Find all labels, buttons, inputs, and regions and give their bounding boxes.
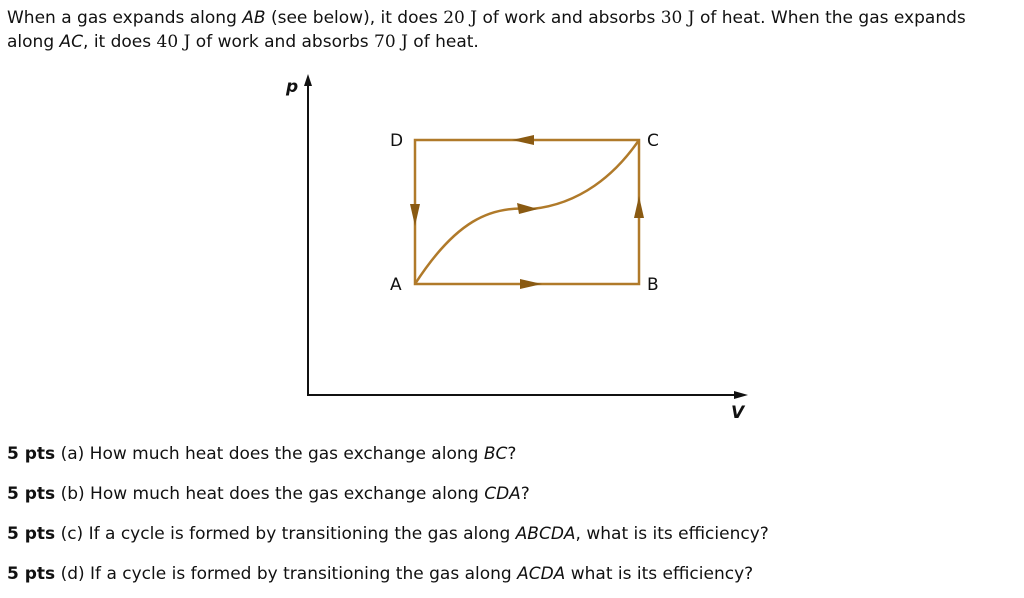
question-text: (a) How much heat does the gas exchange along (55, 444, 484, 464)
intro-text: When a gas expands along (7, 8, 243, 28)
ac-curve-path (415, 140, 639, 284)
question-points: 5 pts (7, 564, 56, 584)
intro-text: , it does (83, 32, 157, 52)
intro-text: (see below), it does (265, 8, 444, 28)
question-d (7, 563, 753, 585)
point-c-label: C (647, 131, 659, 151)
p-axis-label: p (286, 77, 299, 97)
ab-direction-arrow-icon (520, 279, 542, 289)
question-path: BC (483, 444, 508, 464)
point-d-label: D (390, 131, 404, 151)
question-text: ? (520, 484, 530, 504)
question-points: 5 pts (7, 444, 56, 464)
heat-ac-value: 70 J (374, 32, 408, 52)
intro-text: of work and absorbs (190, 32, 375, 52)
question-text: (d) If a cycle is formed by transitioning the gas along (55, 564, 518, 584)
question-path: ACDA (517, 564, 566, 584)
question-points: 5 pts (7, 484, 56, 504)
question-path: ABCDA (515, 524, 576, 544)
intro-text: of heat. When the gas expands along (7, 8, 966, 52)
question-text: (c) If a cycle is formed by transitioning the gas along (55, 524, 516, 544)
question-text: ? (507, 444, 517, 464)
p-axis-arrow-icon (304, 74, 312, 86)
question-b (7, 483, 530, 505)
v-axis-label: V (731, 403, 745, 423)
path-ac-label: AC (59, 32, 84, 52)
work-ac-value: 40 J (156, 32, 191, 52)
question-text: what is its efficiency? (565, 564, 754, 584)
question-path: CDA (484, 484, 521, 504)
point-a-label: A (390, 275, 402, 295)
question-text: , what is its efficiency? (575, 524, 769, 544)
heat-ab-value: 30 J (660, 8, 695, 28)
path-ab-label: AB (242, 8, 266, 28)
question-a (7, 443, 516, 465)
ac-direction-arrow-icon (517, 203, 538, 214)
question-text: (b) How much heat does the gas exchange along (55, 484, 485, 504)
intro-text: of work and absorbs (477, 8, 661, 28)
da-direction-arrow-icon (410, 204, 420, 226)
intro-text: of heat. (407, 32, 479, 52)
abcd-rectangle-path (415, 140, 639, 284)
question-points: 5 pts (7, 524, 56, 544)
v-axis-arrow-icon (734, 391, 748, 399)
work-ab-value: 20 J (443, 8, 478, 28)
cd-direction-arrow-icon (512, 135, 534, 145)
point-b-label: B (647, 275, 659, 295)
question-c (7, 523, 769, 545)
bc-direction-arrow-icon (634, 196, 644, 218)
